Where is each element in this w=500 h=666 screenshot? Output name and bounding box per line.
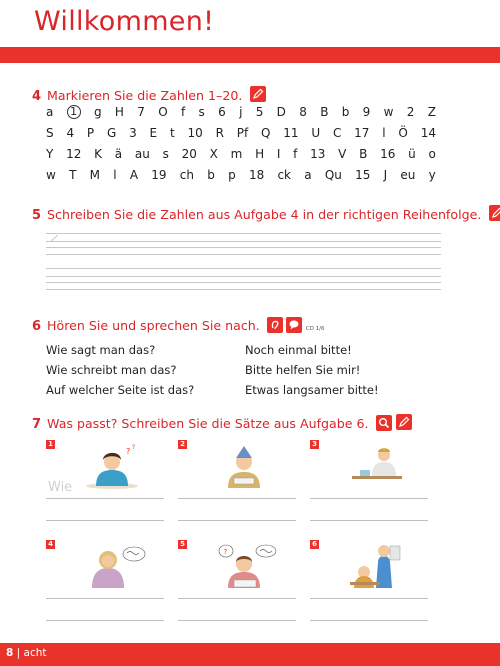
letter-row-1: [46, 105, 436, 119]
footer-band: [0, 643, 500, 666]
svg-text:?: ?: [132, 444, 136, 451]
confused-woman-illustration: [78, 442, 148, 490]
letter-cell[interactable]: 12: [66, 147, 82, 161]
letter-cell[interactable]: 14: [420, 126, 436, 140]
letter-cell[interactable]: 19: [151, 168, 167, 182]
phrase: Noch einmal bitte!: [245, 343, 352, 357]
phrase: Wie sagt man das?: [46, 343, 156, 357]
letter-cell[interactable]: 8: [299, 105, 307, 119]
cd-track-label: CD 1/6: [305, 326, 325, 332]
letter-cell-circled[interactable]: 1: [67, 105, 81, 119]
exercise-6-instruction: Hören Sie und sprechen Sie nach.: [47, 318, 260, 333]
letter-cell[interactable]: 11: [283, 126, 299, 140]
letter-cell[interactable]: 17: [354, 126, 370, 140]
man-at-table-illustration: [342, 442, 412, 490]
ear-icon: [267, 317, 283, 333]
letter-cell[interactable]: P: [86, 126, 95, 140]
phrases-right: [245, 340, 379, 400]
letter-cell[interactable]: 3: [129, 126, 137, 140]
letter-cell[interactable]: E: [149, 126, 158, 140]
letter-cell[interactable]: 9: [362, 105, 371, 119]
speech-bubble-icon: [286, 317, 302, 333]
answer-line[interactable]: [310, 598, 428, 599]
letter-cell[interactable]: O: [158, 105, 168, 119]
letter-cell[interactable]: Z: [427, 105, 436, 119]
exercise-6-number: 6: [32, 319, 42, 334]
page-number: 8: [6, 647, 14, 659]
letter-cell[interactable]: Q: [261, 126, 271, 140]
cell-number: 3: [310, 440, 319, 449]
letter-cell[interactable]: Ö: [398, 126, 408, 140]
answer-line[interactable]: [178, 520, 296, 521]
answer-line[interactable]: [310, 520, 428, 521]
letter-cell[interactable]: ck: [277, 168, 291, 182]
letter-cell[interactable]: 4: [66, 126, 75, 140]
letter-cell[interactable]: Y: [46, 147, 54, 161]
picture-cell-5: [178, 540, 296, 630]
exercise-4-heading: [32, 86, 266, 104]
woman-with-headscarf-illustration: [78, 542, 148, 590]
letter-cell[interactable]: I: [276, 147, 281, 161]
cell-number: 5: [178, 540, 187, 549]
letter-cell[interactable]: V: [338, 147, 347, 161]
exercise-5-number: 5: [32, 208, 42, 223]
svg-text:?: ?: [223, 548, 228, 556]
exercise-4-instruction: Markieren Sie die Zahlen 1–20.: [47, 88, 243, 103]
writing-line: [46, 282, 441, 283]
picture-cell-1: [46, 440, 164, 530]
letter-cell[interactable]: B: [320, 105, 329, 119]
answer-line[interactable]: [310, 498, 428, 499]
letter-cell[interactable]: b: [207, 168, 215, 182]
footer-separator: |: [16, 647, 21, 659]
letter-cell[interactable]: 13: [310, 147, 326, 161]
letter-cell[interactable]: D: [276, 105, 286, 119]
writing-line: [46, 233, 441, 234]
letter-cell[interactable]: H: [255, 147, 265, 161]
letter-cell[interactable]: 5: [255, 105, 264, 119]
cell-number: 1: [46, 440, 55, 449]
letter-cell[interactable]: K: [94, 147, 102, 161]
header-band: [0, 47, 500, 63]
letter-row-2: [46, 126, 436, 140]
phrase: Etwas langsamer bitte!: [245, 383, 379, 397]
letter-cell[interactable]: l: [382, 126, 386, 140]
letter-cell[interactable]: a: [304, 168, 312, 182]
letter-cell[interactable]: j: [239, 105, 243, 119]
letter-cell[interactable]: y: [428, 168, 436, 182]
picture-cell-2: [178, 440, 296, 530]
letter-cell[interactable]: a: [46, 105, 54, 119]
answer-line[interactable]: [178, 598, 296, 599]
letter-cell[interactable]: g: [93, 105, 102, 119]
letter-cell[interactable]: T: [69, 168, 77, 182]
letter-cell[interactable]: o: [428, 147, 436, 161]
man-with-book-illustration: [210, 442, 280, 490]
example-answer: Wie: [48, 480, 73, 495]
letter-cell[interactable]: ch: [179, 168, 194, 182]
letter-cell[interactable]: R: [215, 126, 224, 140]
picture-cell-6: [310, 540, 428, 630]
picture-cell-4: [46, 540, 164, 630]
letter-cell[interactable]: f: [180, 105, 186, 119]
page-number-word: acht: [23, 647, 47, 659]
letter-cell[interactable]: m: [230, 147, 243, 161]
letter-cell[interactable]: 7: [137, 105, 145, 119]
picture-cell-3: [310, 440, 428, 530]
pen-mark-icon: [50, 234, 60, 242]
cell-number: 4: [46, 540, 55, 549]
exercise-7-heading: [32, 414, 412, 432]
letter-cell[interactable]: 10: [187, 126, 203, 140]
letter-cell[interactable]: 6: [218, 105, 226, 119]
writing-lines-ex5[interactable]: [46, 230, 441, 290]
letter-cell[interactable]: 18: [248, 168, 265, 182]
letter-cell[interactable]: M: [89, 168, 100, 182]
pencil-icon: [396, 414, 412, 430]
letter-cell[interactable]: ä: [114, 147, 123, 161]
exercise-6-heading: [32, 317, 324, 334]
letter-cell[interactable]: Qu: [324, 168, 342, 182]
writing-line: [46, 247, 441, 248]
letter-cell[interactable]: b: [341, 105, 350, 119]
writing-line: [46, 289, 441, 290]
letter-cell[interactable]: s: [198, 105, 205, 119]
letter-cell[interactable]: C: [332, 126, 342, 140]
svg-text:?: ?: [126, 447, 131, 456]
letter-cell[interactable]: l: [113, 168, 117, 182]
letter-cell[interactable]: Pf: [236, 126, 249, 140]
phrase: Wie schreibt man das?: [46, 363, 177, 377]
letter-cell[interactable]: 16: [380, 147, 396, 161]
answer-line[interactable]: [46, 598, 164, 599]
letter-cell[interactable]: s: [162, 147, 169, 161]
letter-cell[interactable]: B: [359, 147, 368, 161]
letter-cell[interactable]: 15: [355, 168, 371, 182]
exercise-7-instruction: Was passt? Schreiben Sie die Sätze aus Aufgabe 6.: [47, 416, 369, 431]
answer-line[interactable]: [310, 620, 428, 621]
exercise-4-number: 4: [32, 89, 42, 104]
phrases-left: [46, 340, 194, 400]
cell-number: 6: [310, 540, 319, 549]
exercise-5-instruction: Schreiben Sie die Zahlen aus Aufgabe 4 in der richtigen Reihenfolge.: [47, 207, 482, 222]
page-title: Willkommen!: [34, 6, 215, 37]
page-footer: [6, 647, 47, 659]
exercise-7-number: 7: [32, 417, 42, 432]
exercise-5-heading: [32, 205, 500, 223]
answer-line[interactable]: [178, 620, 296, 621]
letter-cell[interactable]: p: [228, 168, 236, 182]
letter-cell[interactable]: 20: [181, 147, 197, 161]
letter-cell[interactable]: w: [383, 105, 394, 119]
cell-number: 2: [178, 440, 187, 449]
phrase: Auf welcher Seite ist das?: [46, 383, 195, 397]
letter-row-3: [46, 147, 436, 161]
letter-cell[interactable]: J: [383, 168, 388, 182]
letter-cell[interactable]: G: [106, 126, 117, 140]
answer-line[interactable]: [178, 498, 296, 499]
letter-cell[interactable]: A: [129, 168, 139, 182]
letter-cell[interactable]: X: [209, 147, 218, 161]
letter-cell[interactable]: eu: [400, 168, 416, 182]
letter-cell[interactable]: f: [293, 147, 298, 161]
pencil-icon: [489, 205, 500, 221]
letter-cell[interactable]: H: [114, 105, 124, 119]
answer-line[interactable]: [46, 498, 164, 499]
writing-line: [46, 254, 441, 255]
letter-cell[interactable]: w: [46, 168, 56, 182]
letter-cell[interactable]: ü: [408, 147, 416, 161]
writing-line: [46, 276, 441, 277]
letter-cell[interactable]: 2: [406, 105, 415, 119]
magnifier-icon: [376, 415, 392, 431]
writing-line: [46, 241, 441, 242]
letter-cell[interactable]: U: [311, 126, 321, 140]
teacher-helping-student-illustration: [342, 542, 412, 590]
letter-cell[interactable]: S: [46, 126, 54, 140]
letter-cell[interactable]: t: [169, 126, 175, 140]
phrase: Bitte helfen Sie mir!: [245, 363, 361, 377]
student-with-questions-illustration: [210, 542, 280, 590]
writing-line: [46, 268, 441, 269]
letter-cell[interactable]: au: [134, 147, 150, 161]
answer-line[interactable]: [46, 520, 164, 521]
letter-row-4: [46, 168, 436, 182]
pencil-icon: [250, 86, 266, 102]
answer-line[interactable]: [46, 620, 164, 621]
